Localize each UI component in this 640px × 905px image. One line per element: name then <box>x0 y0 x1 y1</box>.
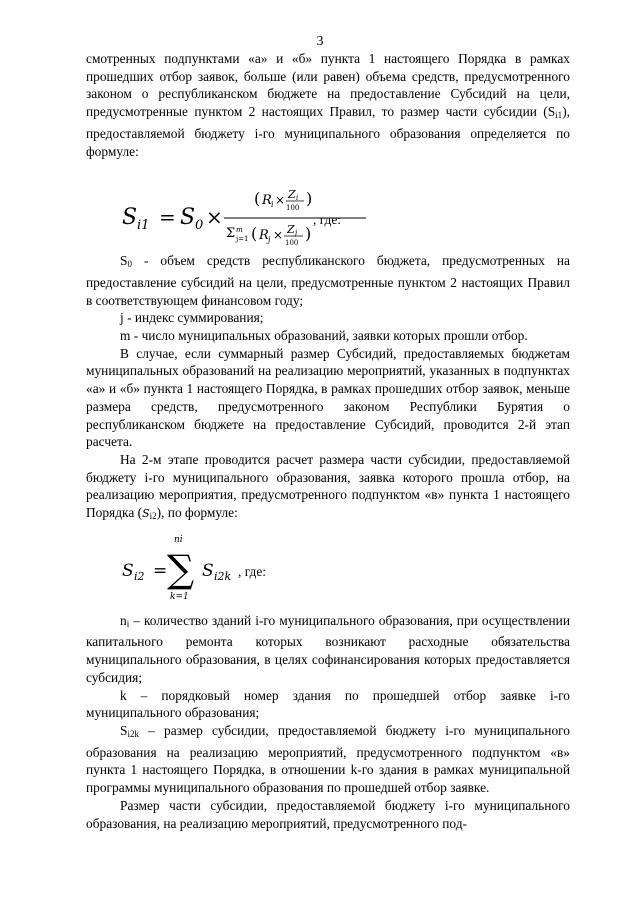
p3-text-end: ), по формуле: <box>156 505 238 521</box>
d4-symbol: n <box>120 612 127 628</box>
f1-num-times: × <box>275 193 286 208</box>
paragraph-second-stage <box>86 451 570 526</box>
definition-k: k – порядковый номер здания по прошедшей отбор заявке i-го муниципального образования; <box>86 687 570 721</box>
f1-eq: = <box>159 205 176 230</box>
paragraph-second-stage-condition: В случае, если суммарный размер Субсидий, предоставляемых бюджетам муниципальных образований на реализацию мероприятий, указанных в подпунктах «а» и «б» пункта 1 настоящего Порядка, в рамках прошедших отбор заявок, меньше размера средств, предусмотренного законом Республики Бурятия о республиканском бюджете на предоставление Субсидий, проводится 2-й этап расчета. <box>86 345 570 450</box>
f2-eq: = <box>153 560 168 581</box>
intro-text-end: ), предоставляемой бюджету i-го муниципального образования определяется по формуле: <box>86 104 570 159</box>
f2-lhs-sub: i2 <box>134 569 145 583</box>
f1-den-z: Z <box>287 223 295 237</box>
f1-num-z-sub: i <box>296 194 299 203</box>
f2-sum-sign: ∑ <box>167 546 195 591</box>
f1-num-z: Z <box>288 188 296 202</box>
d6-symbol-sub: i2k <box>127 728 139 739</box>
document-body <box>86 50 570 832</box>
f1-num-r: R <box>262 193 272 209</box>
f1-num-rparen: ) <box>306 189 313 209</box>
d4-text: – количество зданий i-го муниципального образования, при осуществлении капитального ремонта которых возникают расходные обязательства муниципального образования, в целях софинансирования которых предоставляется субсидия; <box>86 612 570 685</box>
f1-num-r-sub: i <box>271 200 274 210</box>
f1-num-hundred: 100 <box>286 204 300 213</box>
p3-symbol-sub: i2 <box>149 511 157 522</box>
definition-m: m - число муниципальных образований, заявки которых прошли отбор. <box>120 328 528 344</box>
d4-symbol-sub: i <box>126 618 130 629</box>
p3-symbol: S <box>142 507 150 521</box>
p3-text: На 2-м этапе проводится расчет размера части субсидии, предоставляемой бюджету i-го муниципального образования, заявка которого прошла отбор, на реализацию мероприятия, предусмотренного подпунктом «в» пункта 1 настоящего Порядка ( <box>86 451 570 521</box>
f1-sum-sign: Σ <box>226 226 236 242</box>
f1-den-r: R <box>259 228 269 244</box>
f1-times: × <box>206 205 223 230</box>
f1-sum-sup: m <box>236 226 243 235</box>
f1-den-hundred: 100 <box>285 239 299 248</box>
f1-lhs-s: S <box>122 205 138 231</box>
d6-text: – размер субсидии, предоставляемой бюджету i-го муниципального образования на реализацию мероприятий, предусмотренного подпунктом «в» пункта 1 настоящего Порядка, в отношении k-го здания в рамках муниципальной программы муниципального образования по прошедшей отбор заявке. <box>86 722 570 796</box>
formula-si2-svg <box>86 526 570 612</box>
f2-term-s: S <box>202 560 214 581</box>
formula-si1-svg <box>86 160 570 252</box>
definition-j: j - индекс суммирования; <box>120 310 264 326</box>
f2-term-sub: i2k <box>214 569 232 583</box>
d6-symbol: S <box>120 722 128 738</box>
intro-subscript: i1 <box>555 110 563 121</box>
d1-symbol-sub: 0 <box>127 259 132 270</box>
paragraph-final: Размер части субсидии, предоставляемой бюджету i-го муниципального образования, на реализацию мероприятий, предусмотренного под- <box>86 797 570 831</box>
f1-den-lparen: ( <box>251 224 258 244</box>
f1-tail: , где: <box>313 212 341 228</box>
f1-lhs-sub: i1 <box>137 218 150 234</box>
formula-si1 <box>86 160 570 252</box>
formula-si2 <box>86 526 570 612</box>
definition-si2k <box>86 722 570 797</box>
f2-sum-sub: k=1 <box>170 591 189 602</box>
f1-den-r-sub: j <box>268 235 271 245</box>
definition-ni <box>86 612 570 687</box>
f1-s0: S <box>180 205 196 231</box>
intro-text: смотренных подпунктами «а» и «б» пункта 1 настоящего Порядка в рамках прошедших отбор заявок, больше (или равен) объема средств, предусмотренного законом о республиканском бюджете на предоставление Субсидий на цели, предусмотренные пунктом 2 настоящих Правил, то размер части субсидии (S <box>86 51 570 120</box>
f1-den-rparen: ) <box>305 224 312 244</box>
f2-lhs-s: S <box>122 560 134 581</box>
f2-tail: , где: <box>238 563 266 579</box>
f1-den-z-sub: j <box>295 229 298 238</box>
definition-s0 <box>86 252 570 309</box>
paragraph-intro <box>86 50 570 160</box>
f2-sum-sup: ni <box>174 534 183 545</box>
d1-text: - объем средств республиканского бюджета, предусмотренных на предоставление субсидий на цели, предусмотренные пунктом 2 настоящих Правил в соответствующем финансовом году; <box>86 253 570 308</box>
f1-den-times: × <box>273 228 284 243</box>
f1-s0-sub: 0 <box>195 218 204 234</box>
f1-sum-sub: j=1 <box>236 235 249 244</box>
d1-symbol: S <box>120 253 128 269</box>
page-number: 3 <box>316 34 324 49</box>
f1-num-lparen: ( <box>254 189 261 209</box>
